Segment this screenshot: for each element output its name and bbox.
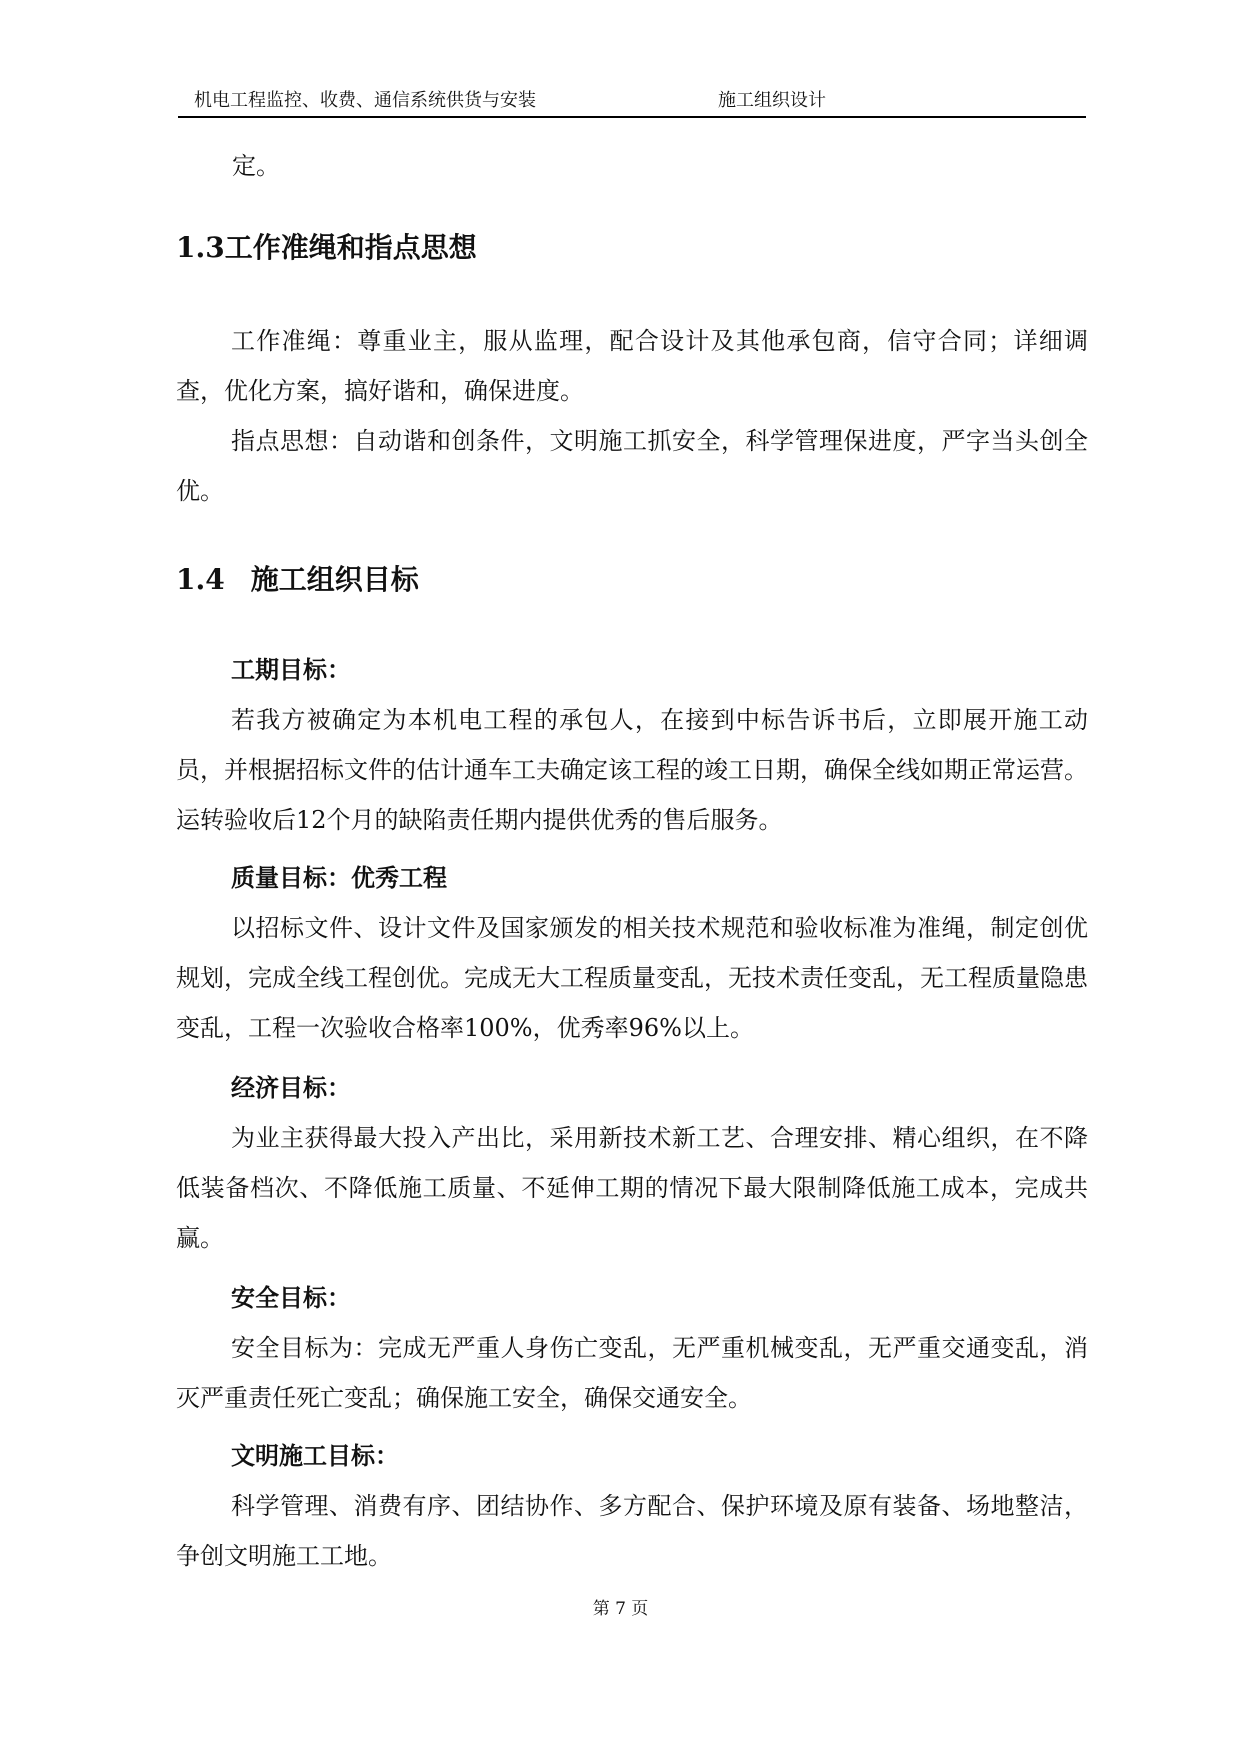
section-1-4-title: 施工组织目标 — [250, 563, 419, 596]
header-document-title: 施工组织设计 — [718, 90, 826, 111]
quality-target-heading: 质量目标：优秀工程 — [231, 864, 447, 892]
page-header — [178, 86, 1086, 118]
safety-target-heading: 安全目标： — [231, 1284, 351, 1312]
safety-target-paragraph: 安全目标为：完成无严重人身伤亡变乱，无严重机械变乱，无严重交通变乱，消灭严重责任死亡变乱；确保施工安全，确保交通安全。 — [176, 1334, 1088, 1412]
section-1-4-heading — [176, 560, 419, 600]
economic-target-heading: 经济目标： — [231, 1074, 351, 1102]
section-1-3-heading — [176, 228, 477, 268]
schedule-target-heading: 工期目标： — [231, 656, 351, 684]
civilized-construction-target-paragraph: 科学管理、消费有序、团结协作、多方配合、保护环境及原有装备、场地整洁，争创文明施工工地。 — [176, 1492, 1088, 1570]
section-1-4-number: 1.4 — [176, 563, 225, 596]
work-principles-paragraph: 工作准绳：尊重业主，服从监理，配合设计及其他承包商，信守合同；详细调查，优化方案，搞好谐和，确保进度。 — [176, 327, 1088, 405]
civilized-construction-target-heading: 文明施工目标： — [231, 1442, 399, 1470]
quality-target-paragraph: 以招标文件、设计文件及国家颁发的相关技术规范和验收标准为准绳，制定创优规划，完成全线工程创优。完成无大工程质量变乱，无技术责任变乱，无工程质量隐患变乱，工程一次验收合格率100%，优秀率96%以上。 — [176, 914, 1088, 1042]
header-project-title: 机电工程监控、收费、通信系统供货与安装 — [194, 90, 536, 111]
schedule-target-paragraph: 若我方被确定为本机电工程的承包人，在接到中标告诉书后，立即展开施工动员，并根据招标文件的估计通车工夫确定该工程的竣工日期，确保全线如期正常运营。运转验收后12个月的缺陷责任期内提供优秀的售后服务。 — [176, 706, 1088, 834]
carryover-text: 定。 — [232, 152, 280, 180]
guiding-thought-paragraph: 指点思想：自动谐和创条件，文明施工抓安全，科学管理保进度，严字当头创全优。 — [176, 427, 1088, 505]
section-1-3-title: 工作准绳和指点思想 — [224, 231, 477, 264]
section-1-3-number: 1.3 — [176, 231, 225, 264]
economic-target-paragraph: 为业主获得最大投入产出比，采用新技术新工艺、合理安排、精心组织，在不降低装备档次、不降低施工质量、不延伸工期的情况下最大限制降低施工成本，完成共赢。 — [176, 1124, 1088, 1252]
page-number: 第 7 页 — [592, 1599, 649, 1619]
